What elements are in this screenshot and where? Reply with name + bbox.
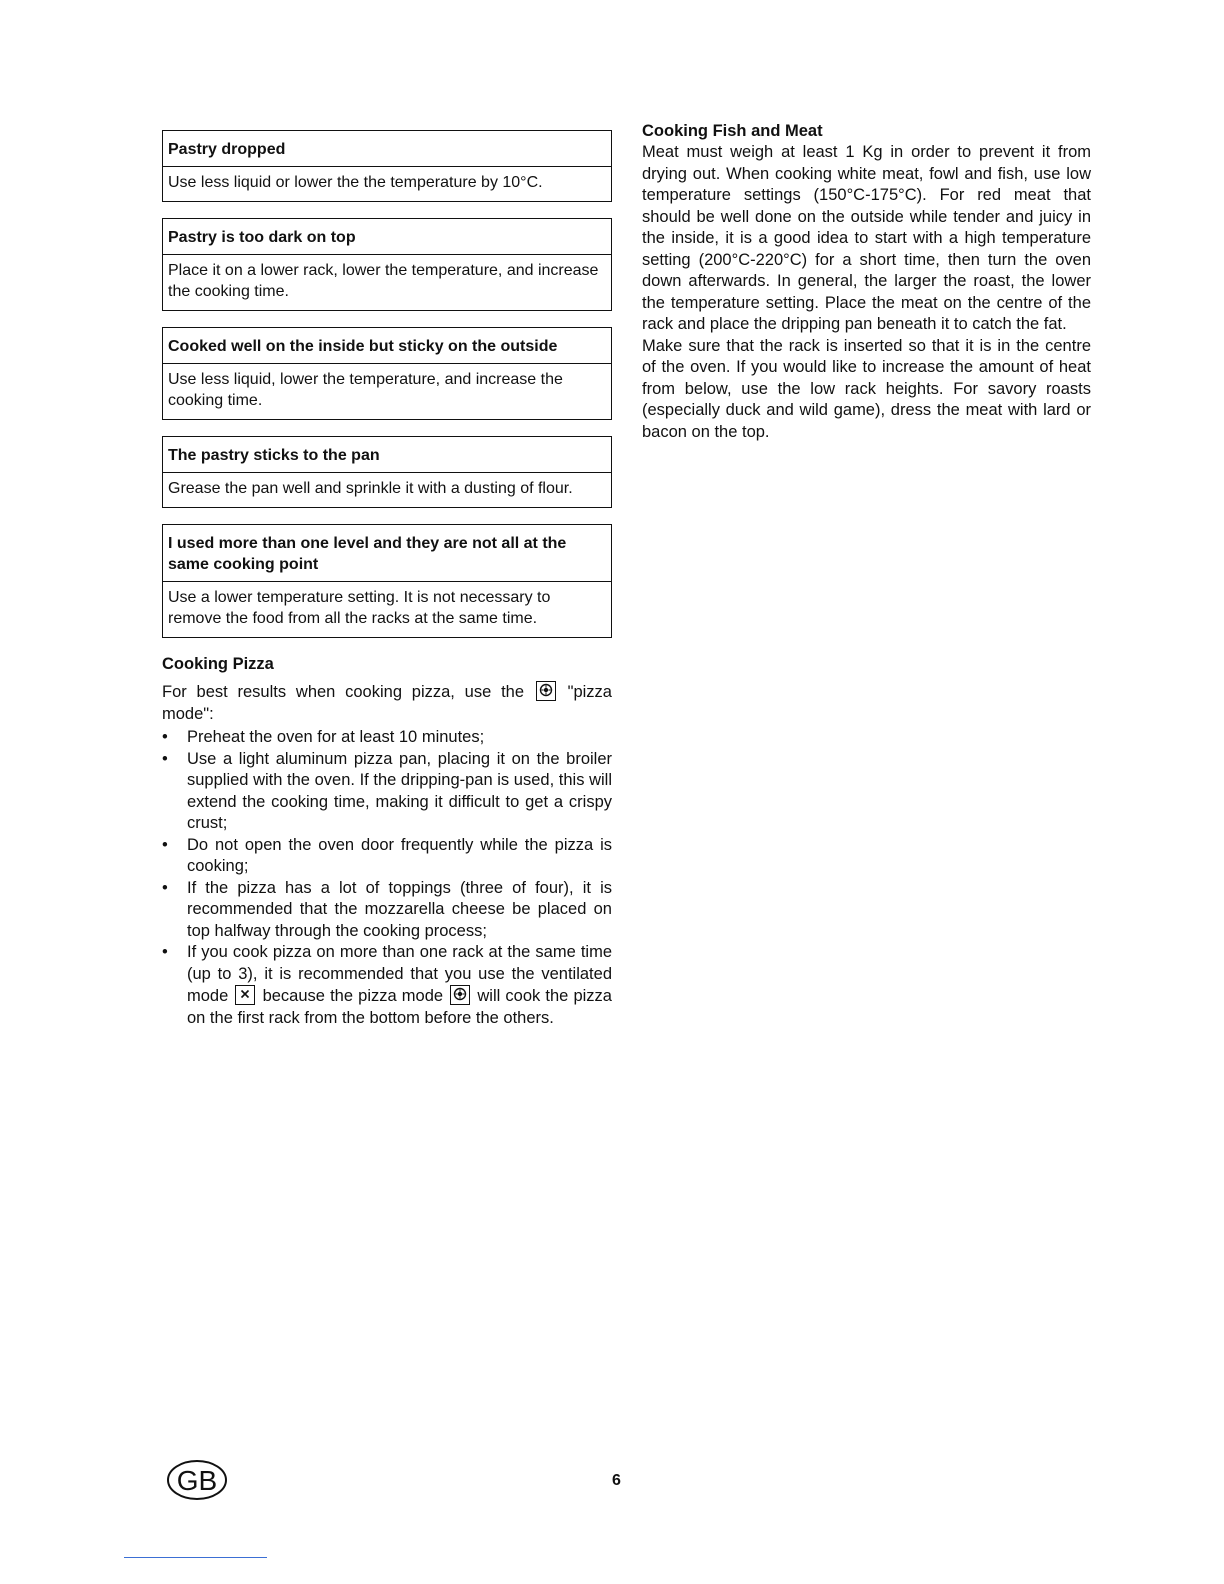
problem-heading: I used more than one level and they are not all at the same cooking point bbox=[163, 525, 611, 582]
section-heading: Cooking Fish and Meat bbox=[642, 122, 823, 140]
list-item: • If the pizza has a lot of toppings (three of four), it is recommended that the mozzarella cheese be placed on top halfway through the cooking process; bbox=[162, 878, 612, 940]
problem-heading: Pastry is too dark on top bbox=[163, 219, 611, 255]
paragraph: Make sure that the rack is inserted so that it is in the centre of the oven. If you would like to increase the amount of heat from below, use the low rack heights. For savory roasts (especially duck and wild game), dress the meat with lard or bacon on the top. bbox=[642, 336, 1091, 441]
troubleshooting-box-3 bbox=[162, 327, 612, 420]
divider bbox=[124, 1557, 267, 1558]
troubleshooting-box-1 bbox=[162, 130, 612, 202]
pizza-steps-list bbox=[162, 727, 612, 1029]
list-item: • Use a light aluminum pizza pan, placing it on the broiler supplied with the oven. If the dripping-pan is used, this will extend the cooking time, making it difficult to get a crispy crust; bbox=[162, 749, 612, 832]
troubleshooting-box-2 bbox=[162, 218, 612, 311]
list-item: • Do not open the oven door frequently while the pizza is cooking; bbox=[162, 835, 612, 875]
right-column bbox=[642, 121, 1091, 443]
solution-text: Grease the pan well and sprinkle it with a dusting of flour. bbox=[168, 480, 573, 497]
bullet: • bbox=[162, 878, 168, 897]
country-badge bbox=[166, 1458, 228, 1502]
list-item: • If you cook pizza on more than one rack at the same time (up to 3), it is recommended that you use the ventilated mode because the pizza mode will cook the pizza on the first rack from the bottom before the others. bbox=[162, 943, 612, 1027]
page-number: 6 bbox=[612, 1472, 621, 1489]
solution-text: Use less liquid or lower the the temperature by 10°C. bbox=[168, 174, 543, 191]
paragraph: Meat must weigh at least 1 Kg in order to prevent it from drying out. When cooking white meat, fowl and fish, use low temperature settings (150°C-175°C). For red meat that should be well done on the outside while tender and juicy in the inside, it is a good idea to start with a high temperature setting (200°C-220°C) for a short time, then turn the oven down afterwards. In general, the larger the roast, the lower the temperature setting. Place the meat on the centre of the rack and place the dripping pan beneath it to catch the fat. bbox=[642, 143, 1091, 333]
pizza-mode-icon bbox=[450, 985, 470, 1005]
ventilated-mode-icon bbox=[235, 985, 255, 1005]
problem-heading: The pastry sticks to the pan bbox=[163, 437, 611, 473]
list-item: • Preheat the oven for at least 10 minutes; bbox=[162, 727, 612, 749]
bullet: • bbox=[162, 943, 168, 961]
problem-heading: Pastry dropped bbox=[163, 131, 611, 167]
intro-text: For best results when cooking pizza, use the bbox=[162, 683, 525, 701]
solution-text: Use a lower temperature setting. It is not necessary to remove the food from all the racks at the same time. bbox=[168, 589, 551, 627]
troubleshooting-box-5 bbox=[162, 524, 612, 638]
left-column bbox=[162, 130, 612, 1029]
solution-text: Place it on a lower rack, lower the temperature, and increase the cooking time. bbox=[168, 262, 599, 300]
troubleshooting-box-4 bbox=[162, 436, 612, 508]
pizza-mode-icon bbox=[536, 681, 556, 701]
country-code: GB bbox=[176, 1465, 218, 1496]
solution-text: Use less liquid, lower the temperature, and increase the cooking time. bbox=[168, 371, 563, 409]
cooking-pizza-section bbox=[162, 654, 612, 1029]
bullet: • bbox=[162, 728, 168, 746]
problem-heading: Cooked well on the inside but sticky on the outside bbox=[163, 328, 611, 364]
bullet: • bbox=[162, 749, 168, 768]
section-heading: Cooking Pizza bbox=[162, 655, 274, 673]
bullet: • bbox=[162, 835, 168, 854]
intro-text-end: "pizza mode": bbox=[162, 683, 612, 723]
pizza-intro bbox=[162, 681, 612, 725]
